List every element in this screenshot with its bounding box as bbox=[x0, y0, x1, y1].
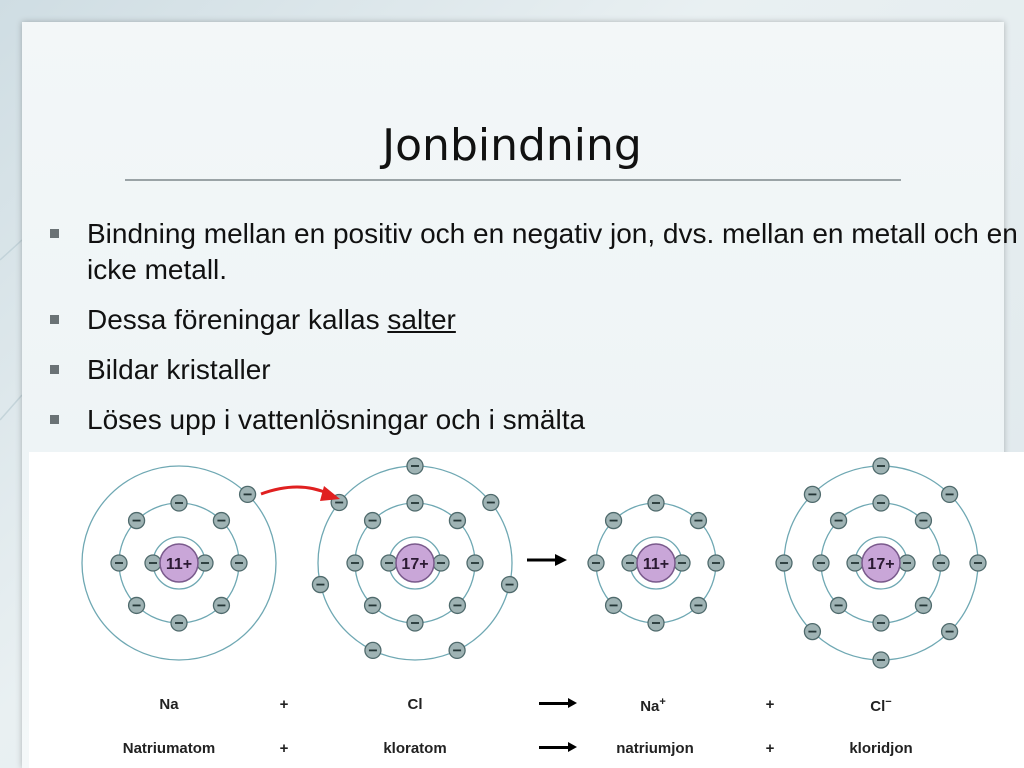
na-ion-symbol: Na+ bbox=[640, 696, 666, 715]
natriumjon-label: natriumjon bbox=[616, 740, 694, 757]
cl-ion-symbol: Cl− bbox=[870, 696, 892, 715]
bullet-list bbox=[50, 216, 1020, 452]
nucleus-charge-label: 17+ bbox=[867, 556, 895, 573]
slide-title: Jonbindning bbox=[382, 120, 642, 171]
arrowhead-icon bbox=[555, 554, 567, 566]
kloratom-label: kloratom bbox=[383, 740, 447, 757]
plus-sign: + bbox=[279, 696, 289, 713]
symbol-equation bbox=[29, 696, 1024, 720]
bullet-square-icon bbox=[50, 229, 59, 238]
plus-sign: + bbox=[765, 740, 775, 757]
nucleus-charge-label: 17+ bbox=[401, 556, 429, 573]
bullet-square-icon bbox=[50, 415, 59, 424]
plus-sign: + bbox=[765, 696, 775, 713]
nucleus-charge-label: 11+ bbox=[642, 556, 670, 573]
bullet-item: Dessa föreningar kallas salter bbox=[50, 302, 1020, 338]
reaction-arrow-icon bbox=[539, 702, 573, 705]
electron-transfer-arrow-icon bbox=[261, 487, 329, 494]
natriumatom-label: Natriumatom bbox=[122, 740, 216, 757]
kloridjon-label: kloridjon bbox=[849, 740, 913, 757]
name-equation bbox=[29, 740, 1024, 764]
arrowhead-icon bbox=[320, 486, 340, 501]
ionic-bond-figure bbox=[29, 452, 1024, 768]
bullet-item: Bindning mellan en positiv och en negativ jon, dvs. mellan en metall och en icke metall. bbox=[50, 216, 1020, 288]
reaction-arrow-icon bbox=[539, 746, 573, 749]
bullet-square-icon bbox=[50, 315, 59, 324]
bullet-item: Bildar kristaller bbox=[50, 352, 1020, 388]
title-underline bbox=[125, 179, 901, 181]
plus-sign: + bbox=[279, 740, 289, 757]
salter-link[interactable]: salter bbox=[387, 304, 456, 335]
cl-symbol: Cl bbox=[407, 696, 423, 713]
bullet-item: Löses upp i vattenlösningar och i smälta bbox=[50, 402, 1020, 438]
nucleus-charge-label: 11+ bbox=[165, 556, 193, 573]
bullet-square-icon bbox=[50, 365, 59, 374]
atom-diagrams bbox=[29, 452, 1024, 682]
na-symbol: Na bbox=[159, 696, 179, 713]
